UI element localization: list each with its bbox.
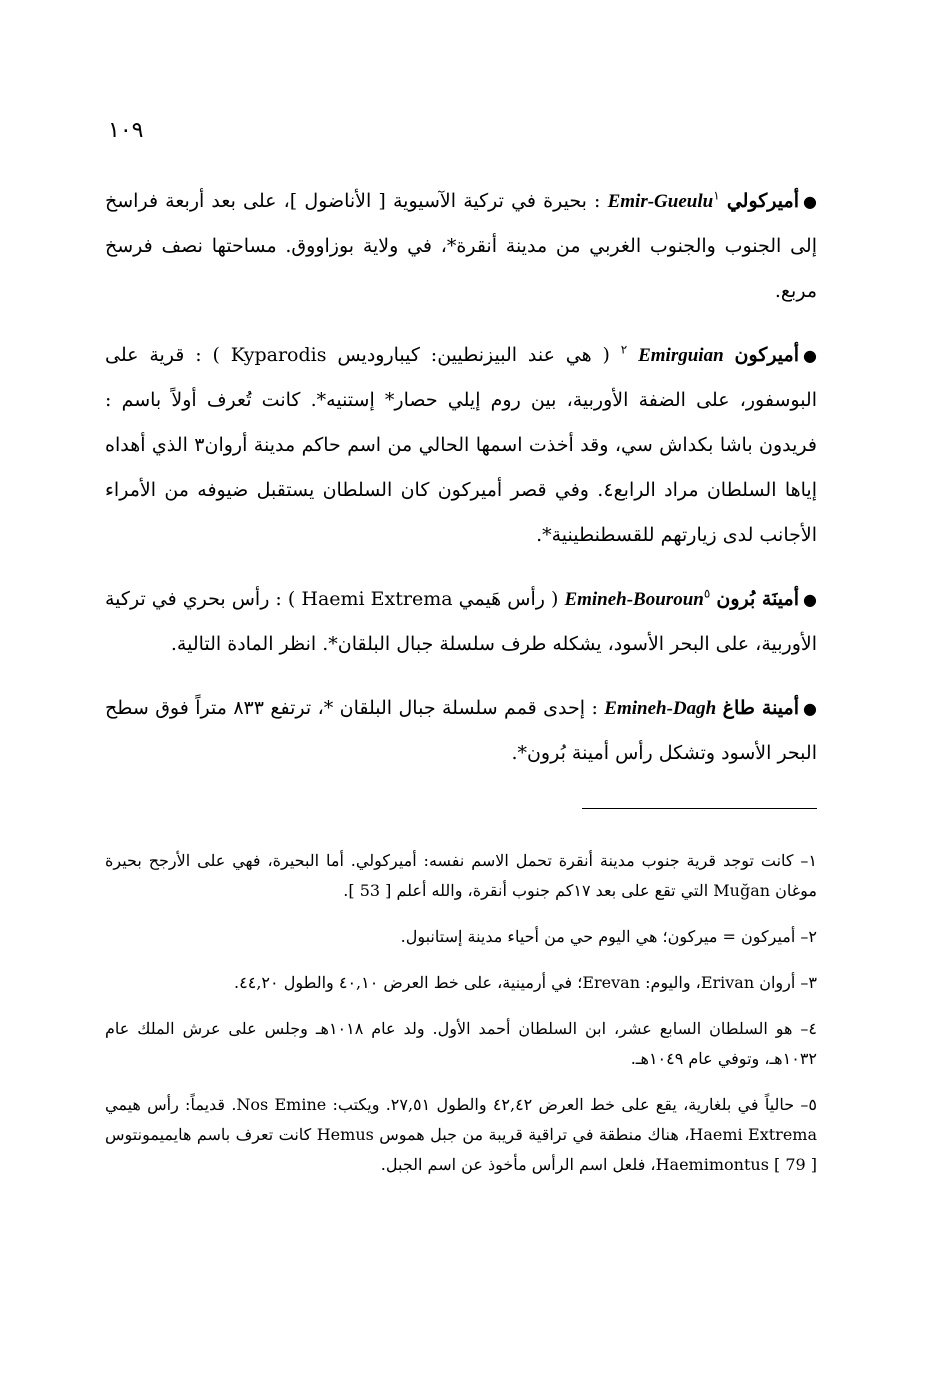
entry-text: ( هي عند البيزنطيين: كيباروديس Kyparodis ) : قرية على البوسفور، على الضفة الأوربية، بين روم إيلي حصار* إستنيه*. كانت تُعرف أولاً باسم : فريدون باشا بكداش سي، وقد أخذت اسمها الحالي من اسم حاكم مدينة أروان٣ الذي أهداه إياها السلطان مراد الرابع٤. وفي قصر أميركون كان السلطان يستقبل ضيوفه من الأمراء الأجانب لدى زيارتهم للقسطنطينية*. (105, 344, 817, 546)
footnote-ref: ٢ (620, 342, 628, 357)
entry-head: أمينة طاغ (722, 697, 799, 719)
entries-list (105, 160, 817, 790)
footnote-3: ٣– أروان Erivan، واليوم: Erevan؛ في أرمينية، على خط العرض ٤٠,١٠ والطول ٤٤,٢٠. (234, 973, 817, 992)
footnote-5: ٥– حالياً في بلغارية، يقع على خط العرض ٤٢,٤٢ والطول ٢٧,٥١. ويكتب: Nos Emine. قديماً: رأس هيمي Haemi Extrema، هناك منطقة في تراقية قريبة من جبل هموس Hemus كانت تعرف باسم هايميمونتوس Haemimontus [ 79 ]، فلعل اسم الرأس مأخوذ عن اسم الجبل. (105, 1095, 818, 1174)
page-number: ١٠٩ (108, 118, 144, 143)
bullet-icon: ● (803, 346, 817, 365)
footnote-ref: ١ (713, 188, 720, 203)
entry-emineh-dagh (105, 686, 817, 776)
bullet-icon: ● (803, 590, 818, 609)
entry-head: أميركولي (726, 190, 799, 212)
entry-text: ( رأس هَيمي Haemi Extrema ) : رأس بحري في تركية الأوربية، على البحر الأسود، يشكله طرف سلسلة جبال البلقان*. انظر المادة التالية. (105, 588, 817, 655)
entry-text: : إحدى قمم سلسلة جبال البلقان *، ترتفع ٨٣٣ متراً فوق سطح البحر الأسود وتشكل رأس أمينة بُرون*. (105, 697, 817, 764)
entry-latin: Emineh-Bouroun (564, 589, 704, 610)
entry-emineh-bouroun (105, 577, 817, 667)
footnote-divider (582, 808, 817, 809)
footnote-4: ٤– هو السلطان السابع عشر، ابن السلطان أحمد الأول. ولد عام ١٠١٨هـ وجلس على عرش الملك عام ١٠٣٢هـ، وتوفي عام ١٠٤٩هـ. (105, 1019, 817, 1068)
entry-latin: Emineh-Dagh (604, 698, 717, 719)
footnote-ref: ٥ (703, 586, 711, 601)
entry-head: أميركون (734, 344, 799, 366)
footnote-2: ٢– أميركون = ميركون؛ هي اليوم حي من أحياء مدينة إستانبول. (400, 927, 817, 946)
entry-latin: Emirguian (638, 345, 724, 366)
footnotes-list (105, 830, 817, 1192)
bullet-icon: ● (803, 192, 817, 211)
entry-head: أمينَة بُرون (716, 588, 800, 610)
entry-emirguian (105, 333, 817, 558)
entry-text: : بحيرة في تركية الآسيوية [ الأناضول ]، على بعد أربعة فراسخ إلى الجنوب والجنوب الغربي من مدينة أنقرة*، في ولاية بوزاووق. مساحتها نصف فرسخ مربع. (105, 190, 817, 302)
entry-emir-gueulu (105, 179, 817, 314)
bullet-icon: ● (803, 699, 817, 718)
entry-latin: Emir-Gueulu (607, 191, 714, 212)
footnote-1: ١– كانت توجد قرية جنوب مدينة أنقرة تحمل الاسم نفسه: أميركولي. أما البحيرة، فهي على الأرجح بحيرة موغان Muğan التي تقع على بعد ١٧كم جنوب أنقرة، والله أعلم [ 53 ]. (105, 851, 817, 900)
